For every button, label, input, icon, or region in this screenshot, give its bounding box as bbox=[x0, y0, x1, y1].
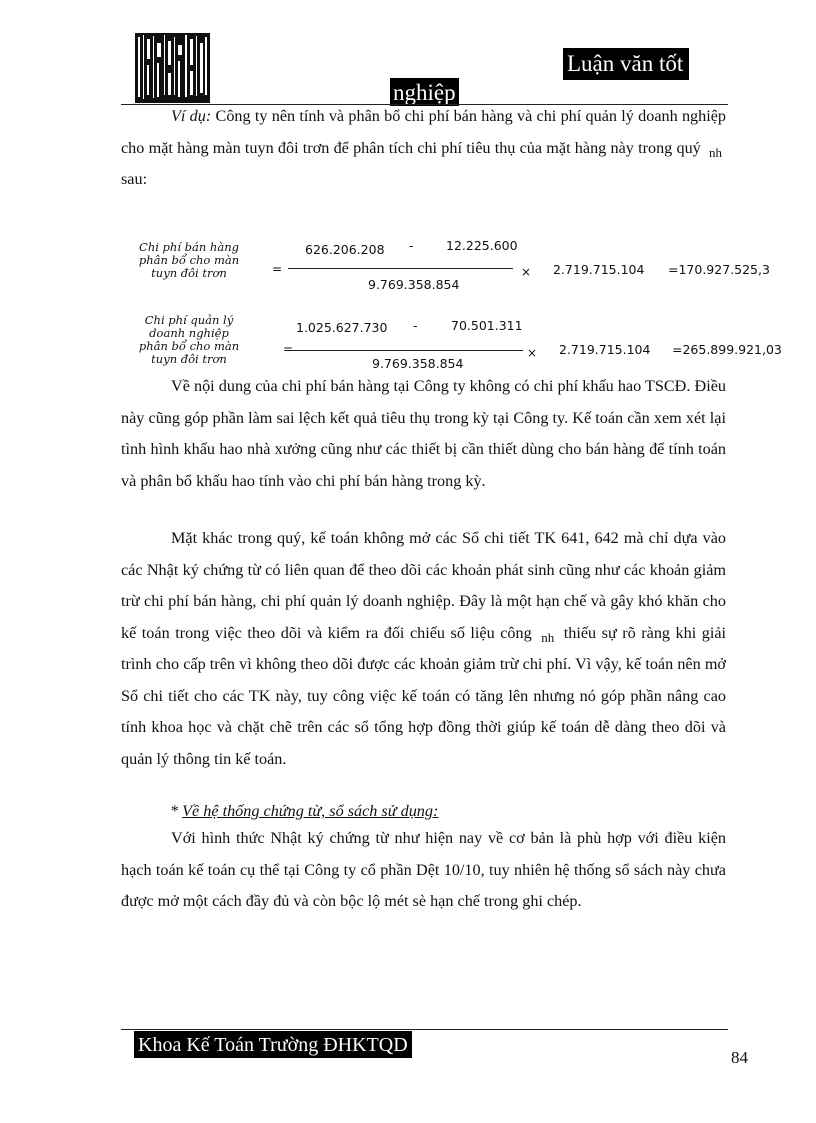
formula2-denominator: 9.769.358.854 bbox=[372, 356, 464, 371]
formula1-numerator-a: 626.206.208 bbox=[305, 242, 385, 257]
formula1-fraction-line bbox=[288, 268, 513, 269]
formula2-times: × bbox=[527, 346, 538, 360]
subheading-bullet: * bbox=[170, 802, 179, 820]
header-logo bbox=[135, 33, 210, 103]
formula1-factor: 2.719.715.104 bbox=[553, 262, 645, 277]
footer-text: Khoa Kế Toán Trường ĐHKTQD bbox=[134, 1031, 412, 1058]
formula2-numerator-a: 1.025.627.730 bbox=[296, 320, 388, 335]
paragraph-ledger bbox=[121, 523, 726, 775]
example-text: Công ty nên tính và phân bổ chi phí bán hàng và chi phí quản lý doanh nghiệp cho mặt hàng màn tuyn đôi trơn để phân tích chi phí tiêu thụ của mặt hàng này trong quý bbox=[121, 107, 727, 157]
subheading-text: Về hệ thống chứng từ, sổ sách sử dụng: bbox=[182, 802, 439, 820]
paragraph-ledger-after: thiếu sự rõ ràng khi giải trình cho cấp trên vì không theo dõi được các khoản giảm trừ chi phí. Vì vậy, kế toán nên mở Sổ chi tiết cho các TK này, tuy công việc kế toán có tăng lên nhưng nó góp phần nâng cao tính khoa học và chặt chẽ trên các sổ tổng hợp đồng thời giúp kế toán dễ dàng theo dõi và quản lý thông tin kế toán. bbox=[121, 623, 727, 768]
page-number: 84 bbox=[731, 1048, 748, 1067]
formula2-minus: - bbox=[413, 318, 418, 333]
formula2-numerator-b: 70.501.311 bbox=[451, 318, 523, 333]
example-lead: Ví dụ: bbox=[171, 107, 212, 125]
formula1-numerator-b: 12.225.600 bbox=[446, 238, 518, 253]
header-title-line1: Luận văn tốt bbox=[563, 48, 689, 80]
formula1-minus: - bbox=[409, 238, 414, 253]
formula1-denominator: 9.769.358.854 bbox=[368, 277, 460, 292]
formula1-times: × bbox=[521, 265, 532, 279]
paragraph-documents: Với hình thức Nhật ký chứng từ như hiện nay về cơ bản là phù hợp với điều kiện hạch toán kế toán cụ thể tại Công ty cổ phần Dệt 10/10, tuy nhiên hệ thống sổ sách này chưa được mở một cách đầy đủ và còn bộc lộ mét sè hạn chế trong ghi chép. bbox=[121, 829, 726, 910]
footer-rule bbox=[121, 1029, 728, 1030]
logo-pattern-icon bbox=[135, 33, 210, 103]
formula2-label: Chi phí quản lý doanh nghiệp phân bổ cho màn tuyn đôi trơn bbox=[138, 313, 240, 366]
formula2-equals: = bbox=[283, 342, 294, 356]
formula2-factor: 2.719.715.104 bbox=[559, 342, 651, 357]
header-title-line2: nghiệp bbox=[390, 78, 459, 106]
formula1-result: =170.927.525,3 bbox=[668, 262, 770, 277]
paragraph-ledger-before: Mặt khác trong quý, kế toán không mở các Sổ chi tiết TK 641, 642 mà chỉ dựa vào các Nhật ký chứng từ có liên quan để theo dõi các khoản phát sinh cũng như các khoản giảm trừ chi phí bán hàng, chi phí quản lý doanh nghiệp. Đây là một hạn chế và gây khó khăn cho kế toán trong việc theo dõi và kiểm ra đối chiếu số liệu công bbox=[121, 529, 726, 642]
formula1-label: Chi phí bán hàng phân bổ cho màn tuyn đôi trơn bbox=[138, 240, 240, 280]
paragraph-depreciation: Về nội dung của chi phí bán hàng tại Công ty không có chi phí khấu hao TSCĐ. Điều này cũng góp phần làm sai lệch kết quả tiêu thụ trong kỳ tại Công ty. Kế toán cần xem xét lại tình hình khấu hao nhà xưởng cũng như các thiết bị cần thiết dùng cho bán hàng để tính toán và phân bổ khấu hao tính vào chi phí bán hàng trong kỳ. bbox=[121, 377, 726, 490]
example-paragraph bbox=[121, 101, 726, 196]
example-sub: nh bbox=[709, 144, 723, 160]
example-tail: sau: bbox=[121, 170, 148, 188]
formula2-result: =265.899.921,03 bbox=[672, 342, 782, 357]
paragraph-ledger-sub: nh bbox=[541, 629, 555, 645]
formula1-equals: = bbox=[272, 262, 283, 276]
formula2-fraction-line bbox=[291, 350, 523, 351]
